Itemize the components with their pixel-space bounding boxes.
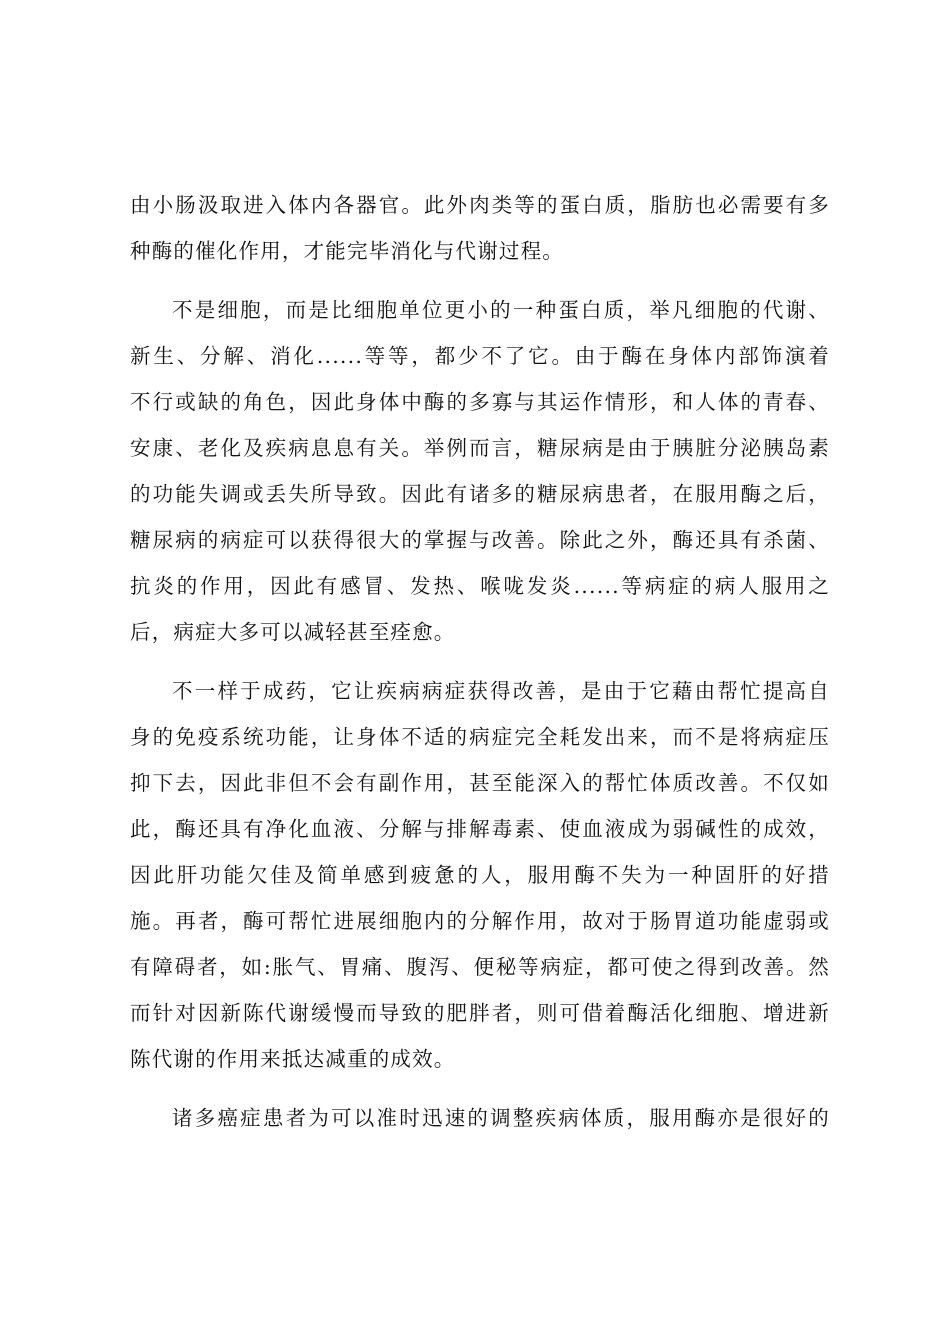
text-line: 的功能失调或丢失所导致。因此有诸多的糖尿病患者，在服用酶之后，	[130, 482, 830, 506]
text-line: 抑下去，因此非但不会有副作用，甚至能深入的帮忙体质改善。不仅如	[130, 771, 830, 795]
document-body	[130, 182, 830, 1141]
text-line: 不是细胞，而是比细胞单位更小的一种蛋白质，举凡细胞的代谢、	[172, 298, 830, 322]
paragraph	[130, 287, 830, 655]
paragraph	[130, 1095, 830, 1141]
text-line: 由小肠汲取进入体内各器官。此外肉类等的蛋白质，脂肪也必需要有多	[130, 193, 830, 217]
text-line: 后，病症大多可以减轻甚至痊愈。	[130, 620, 456, 644]
text-line: 抗炎的作用，因此有感冒、发热、喉咙发炎......等病症的病人服用之	[130, 574, 830, 598]
paragraph	[130, 668, 830, 1082]
text-line: 不行或缺的角色，因此身体中酶的多寡与其运作情形，和人体的青春、	[130, 390, 830, 414]
text-line: 种酶的催化作用，才能完毕消化与代谢过程。	[130, 239, 564, 263]
text-line: 不一样于成药，它让疾病病症获得改善，是由于它藉由帮忙提高自	[172, 679, 830, 703]
text-line: 陈代谢的作用来抵达减重的成效。	[130, 1047, 456, 1071]
text-line: 而针对因新陈代谢缓慢而导致的肥胖者，则可借着酶活化细胞、增进新	[130, 1001, 830, 1025]
text-line: 身的免疫系统功能，让身体不适的病症完全耗发出来，而不是将病症压	[130, 725, 830, 749]
text-line: 因此肝功能欠佳及简单感到疲惫的人，服用酶不失为一种固肝的好措	[130, 863, 830, 887]
text-line: 诸多癌症患者为可以准时迅速的调整疾病体质，服用酶亦是很好的	[172, 1106, 830, 1130]
text-line: 此，酶还具有净化血液、分解与排解毒素、使血液成为弱碱性的成效，	[130, 817, 830, 841]
text-line: 安康、老化及疾病息息有关。举例而言，糖尿病是由于胰脏分泌胰岛素	[130, 436, 830, 460]
text-line: 糖尿病的病症可以获得很大的掌握与改善。除此之外，酶还具有杀菌、	[130, 528, 830, 552]
paragraph	[130, 182, 830, 274]
text-line: 施。再者，酶可帮忙进展细胞内的分解作用，故对于肠胃道功能虚弱或	[130, 909, 830, 933]
text-line: 新生、分解、消化......等等，都少不了它。由于酶在身体内部饰演着	[130, 344, 830, 368]
text-line: 有障碍者，如:胀气、胃痛、腹泻、便秘等病症，都可使之得到改善。然	[130, 955, 830, 979]
